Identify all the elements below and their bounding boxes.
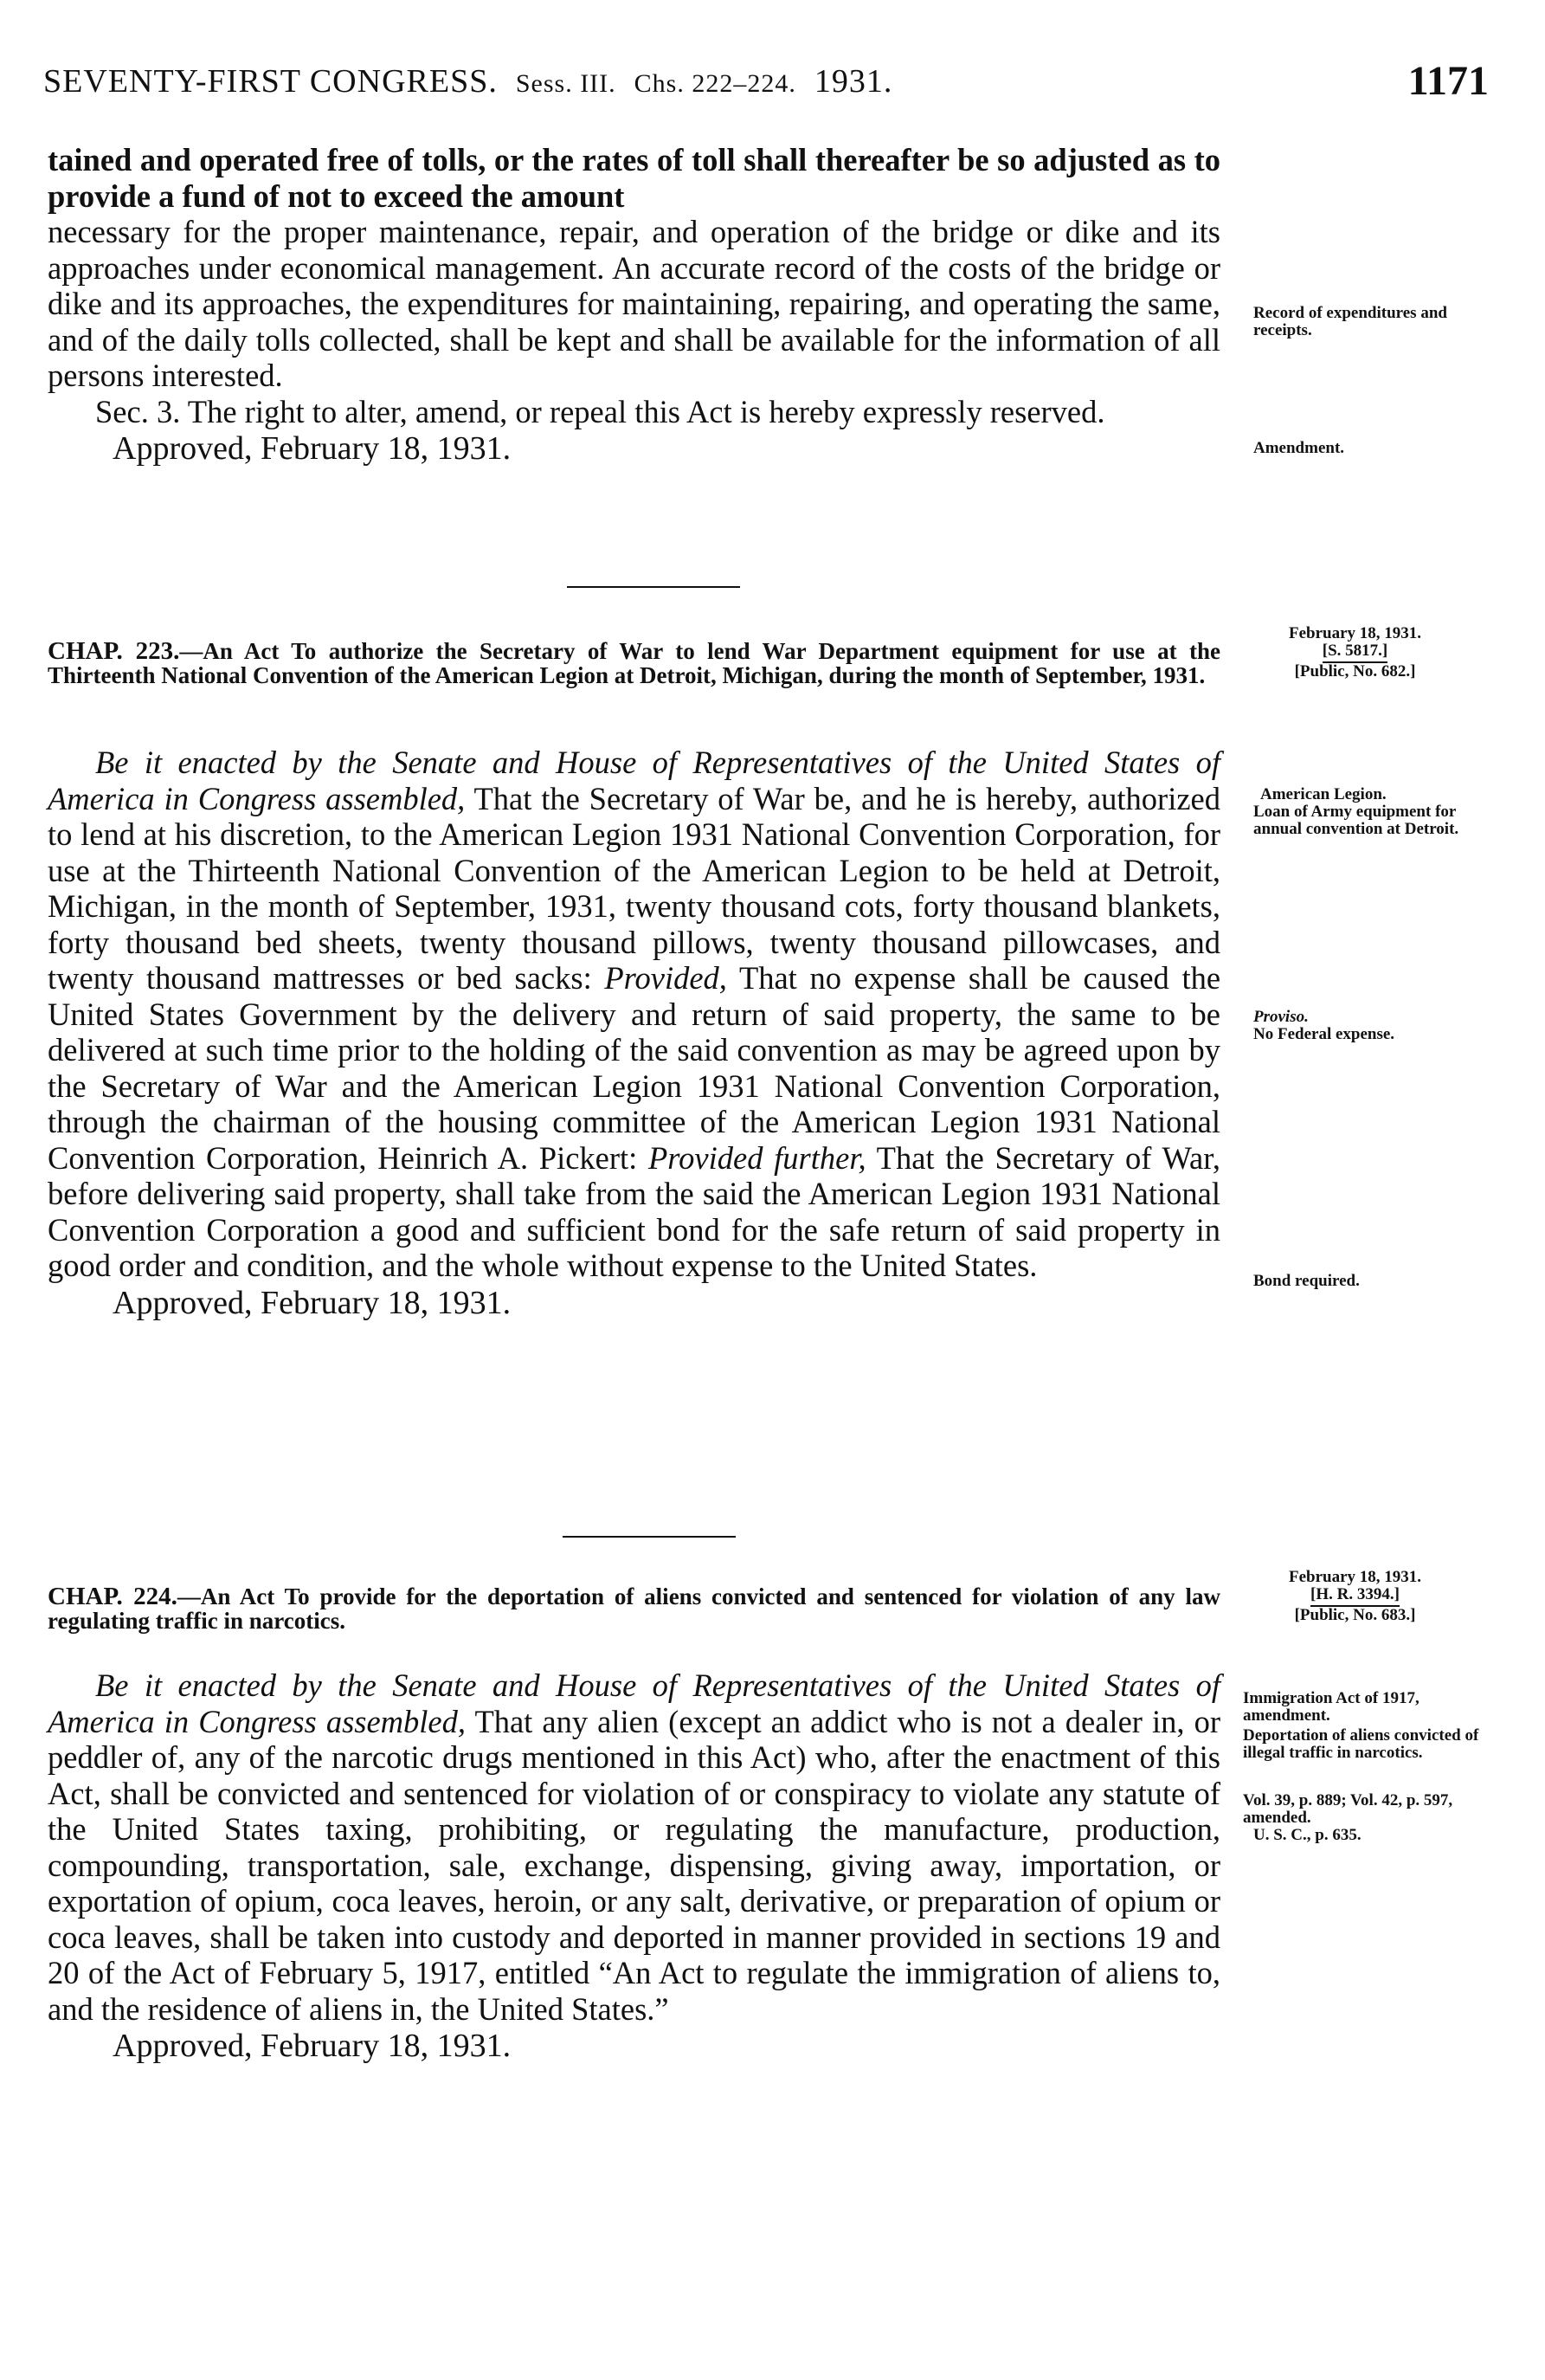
chap224-date: February 18, 1931.: [1288, 1568, 1422, 1586]
citation-usc: U. S. C., p. 635.: [1253, 1826, 1362, 1844]
chap224-label: CHAP. 224.: [48, 1583, 177, 1610]
header-title: [43, 62, 892, 100]
chap223-body: [48, 745, 1220, 1322]
page-number: 1171: [1407, 58, 1489, 104]
chap223-title-text: —An Act To authorize the Secretary of War to lend War Department equipment for use at the Thirteenth National Convention of the American Legion at Detroit, Michigan, during the month of September, 1931.: [48, 638, 1221, 688]
legion-heading: American Legion.: [1260, 785, 1387, 803]
chap224-public-number: [Public, No. 683.]: [1294, 1606, 1416, 1624]
chap223-date: February 18, 1931.: [1288, 624, 1422, 642]
margin-note-legion: [1253, 786, 1487, 838]
chap224-text: That any alien (except an addict who is not a dealer in, or peddler of, any of the narcotic drugs mentioned in this Act) who, after the enactment of this Act, shall be convicted and sentenced for violation of or conspiracy to violate any statute of the United States taxing, prohibiting, or regulating the manufacture, production, compounding, transportation, sale, exchange, dispensing, giving away, importation, or exportation of opium, coca leaves, heroin, or any salt, derivative, or preparation of opium or coca leaves, shall be taken into custody and deported in manner provided in sections 19 and 20 of the Act of February 5, 1917, entitled “An Act to regulate the immigration of aliens to, and the residence of aliens in, the United States.”: [48, 1703, 1221, 2027]
margin-note-record: Record of expenditures and receipts.: [1253, 304, 1447, 339]
divider-rule: [563, 1536, 736, 1538]
chap223-provided-further: Provided further,: [648, 1139, 866, 1176]
margin-note-deportation: Deportation of aliens convicted of illegal traffic in narcotics.: [1243, 1726, 1479, 1762]
chap223-title: [48, 639, 1220, 687]
margin-note-proviso: [1253, 1009, 1513, 1043]
chap223-text-3: That the Secretary of War, before delivering said property, shall take from the said the American Legion 1931 National Convention Corporation a good and sufficient bond for the safe return of said property in good order and condition, and the whole without expense to the United States.: [48, 1139, 1221, 1283]
chap224-title-text: —An Act To provide for the deportation of aliens convicted and sentenced for violation of any law regulating traffic in narcotics.: [48, 1583, 1220, 1634]
legion-body: Loan of Army equipment for annual convention at Detroit.: [1253, 803, 1459, 838]
chap224-body: [48, 1667, 1220, 2065]
chap223-enacting-clause: Be it enacted by the Senate and House of Representatives of the United States of America in Congress assembled,: [48, 745, 1220, 816]
proviso-label: Proviso.: [1253, 1008, 1309, 1026]
header-session: Sess. III.: [515, 69, 616, 98]
continuation-bold-lines: tained and operated free of tolls, or the rates of toll shall thereafter be so adjusted as to provide a fund of not to exceed the amount: [48, 142, 1220, 214]
chap223-provided: Provided,: [604, 960, 727, 996]
margin-chap223-citation: [1253, 625, 1457, 680]
chap223-label: CHAP. 223.: [48, 637, 180, 665]
margin-note-amendment: Amendment.: [1253, 439, 1345, 457]
approved-line-222: Approved, February 18, 1931.: [113, 430, 512, 467]
approved-line-223: Approved, February 18, 1931.: [113, 1284, 512, 1321]
chap224-title: [48, 1584, 1220, 1633]
chap224-paragraph: [48, 1667, 1220, 2027]
margin-note-immigration: Immigration Act of 1917, amendment.: [1243, 1689, 1419, 1725]
header-year: 1931.: [814, 63, 893, 100]
section-3: Sec. 3. The right to alter, amend, or repeal this Act is hereby expressly reserved.: [95, 393, 1105, 429]
chap224-bill-number: [H. R. 3394.]: [1310, 1586, 1400, 1607]
continuation-paragraph: necessary for the proper maintenance, repair, and operation of the bridge or dike and its approaches under economical management. An accurate record of the costs of the bridge or dike and its approaches, the expenditures for maintaining, repairing, and operating the same, and of the daily tolls collected, shall be kept and shall be available for the information of all persons interested.: [48, 214, 1220, 393]
chap223-public-number: [Public, No. 682.]: [1294, 662, 1416, 680]
chap223-text-1: That the Secretary of War be, and he is hereby, authorized to lend at his discretion, to the American Legion 1931 National Convention Corporation, for use at the Thirteenth National Convention of the American Legion to be held at Detroit, Michigan, in the month of September, 1931, twenty thousand cots, forty thousand blankets, forty thousand bed sheets, twenty thousand pillows, twenty thousand pillowcases, and twenty thousand mattresses or bed sacks:: [48, 780, 1221, 996]
margin-note-bond: Bond required.: [1253, 1272, 1360, 1290]
header-congress: SEVENTY-FIRST CONGRESS.: [43, 63, 498, 100]
running-header: [43, 58, 1489, 114]
header-chapters: Chs. 222–224.: [634, 69, 796, 98]
no-federal-expense: No Federal expense.: [1253, 1025, 1395, 1043]
chap222-continuation: [48, 142, 1220, 468]
divider-rule: [567, 586, 740, 588]
chap223-paragraph: [48, 745, 1220, 1284]
chap224-enacting-clause: Be it enacted by the Senate and House of Representatives of the United States of America in Congress assembled,: [48, 1667, 1220, 1739]
approved-line-224: Approved, February 18, 1931.: [113, 2028, 512, 2064]
chap223-bill-number: [S. 5817.]: [1323, 642, 1387, 663]
margin-note-citations: [1243, 1792, 1481, 1844]
margin-chap224-citation: [1253, 1569, 1457, 1624]
citation-volumes: Vol. 39, p. 889; Vol. 42, p. 597, amended.: [1243, 1791, 1453, 1827]
chap223-text-2: That no expense shall be caused the United States Government by the delivery and return of said property, the same to be delivered at such time prior to the holding of the said convention as may be agreed upon by the Secretary of War and the American Legion 1931 National Convention Corporation, through the chairman of the housing committee of the American Legion 1931 National Convention Corporation, Heinrich A. Pickert:: [48, 960, 1221, 1176]
